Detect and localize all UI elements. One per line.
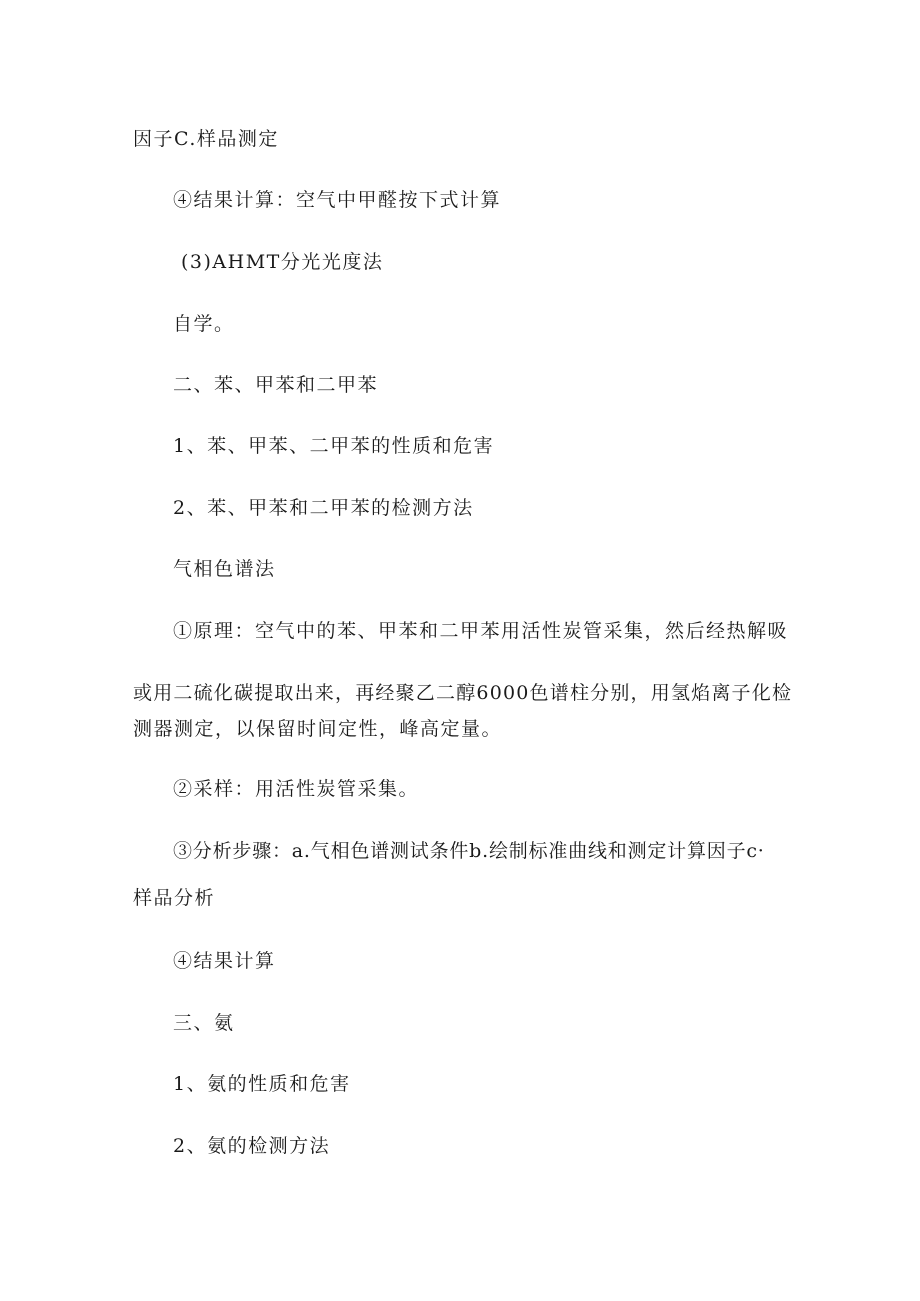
text-line-15: ④结果计算 (173, 950, 276, 972)
text-line-10: 或用二硫化碳提取出来，再经聚乙二醇6000色谱柱分别，用氢焰离子化检 (133, 682, 793, 704)
text-line-14: 样品分析 (133, 887, 216, 909)
text-line-4: 自学。 (173, 313, 235, 335)
text-line-6: 1、苯、甲苯、二甲苯的性质和危害 (173, 435, 495, 457)
text-line-1: 因子C.样品测定 (133, 128, 279, 150)
text-line-11: 测器测定，以保留时间定性，峰高定量。 (133, 718, 503, 740)
text-line-18: 2、氨的检测方法 (173, 1135, 331, 1157)
text-line-9: ①原理：空气中的苯、甲苯和二甲苯用活性炭管采集，然后经热解吸 (173, 620, 789, 642)
text-line-12: ②采样：用活性炭管采集。 (173, 778, 420, 800)
text-line-2: ④结果计算：空气中甲醛按下式计算 (173, 189, 502, 211)
text-line-16: 三、氨 (173, 1012, 235, 1034)
text-line-7: 2、苯、甲苯和二甲苯的检测方法 (173, 497, 474, 519)
text-line-8: 气相色谱法 (173, 558, 276, 580)
text-line-13: ③分析步骤：a.气相色谱测试条件b.绘制标准曲线和测定计算因子c· (173, 840, 765, 862)
text-line-17: 1、氨的性质和危害 (173, 1073, 351, 1095)
text-line-5: 二、苯、甲苯和二甲苯 (173, 374, 379, 396)
text-line-3: (3)AHMT分光光度法 (181, 251, 384, 273)
